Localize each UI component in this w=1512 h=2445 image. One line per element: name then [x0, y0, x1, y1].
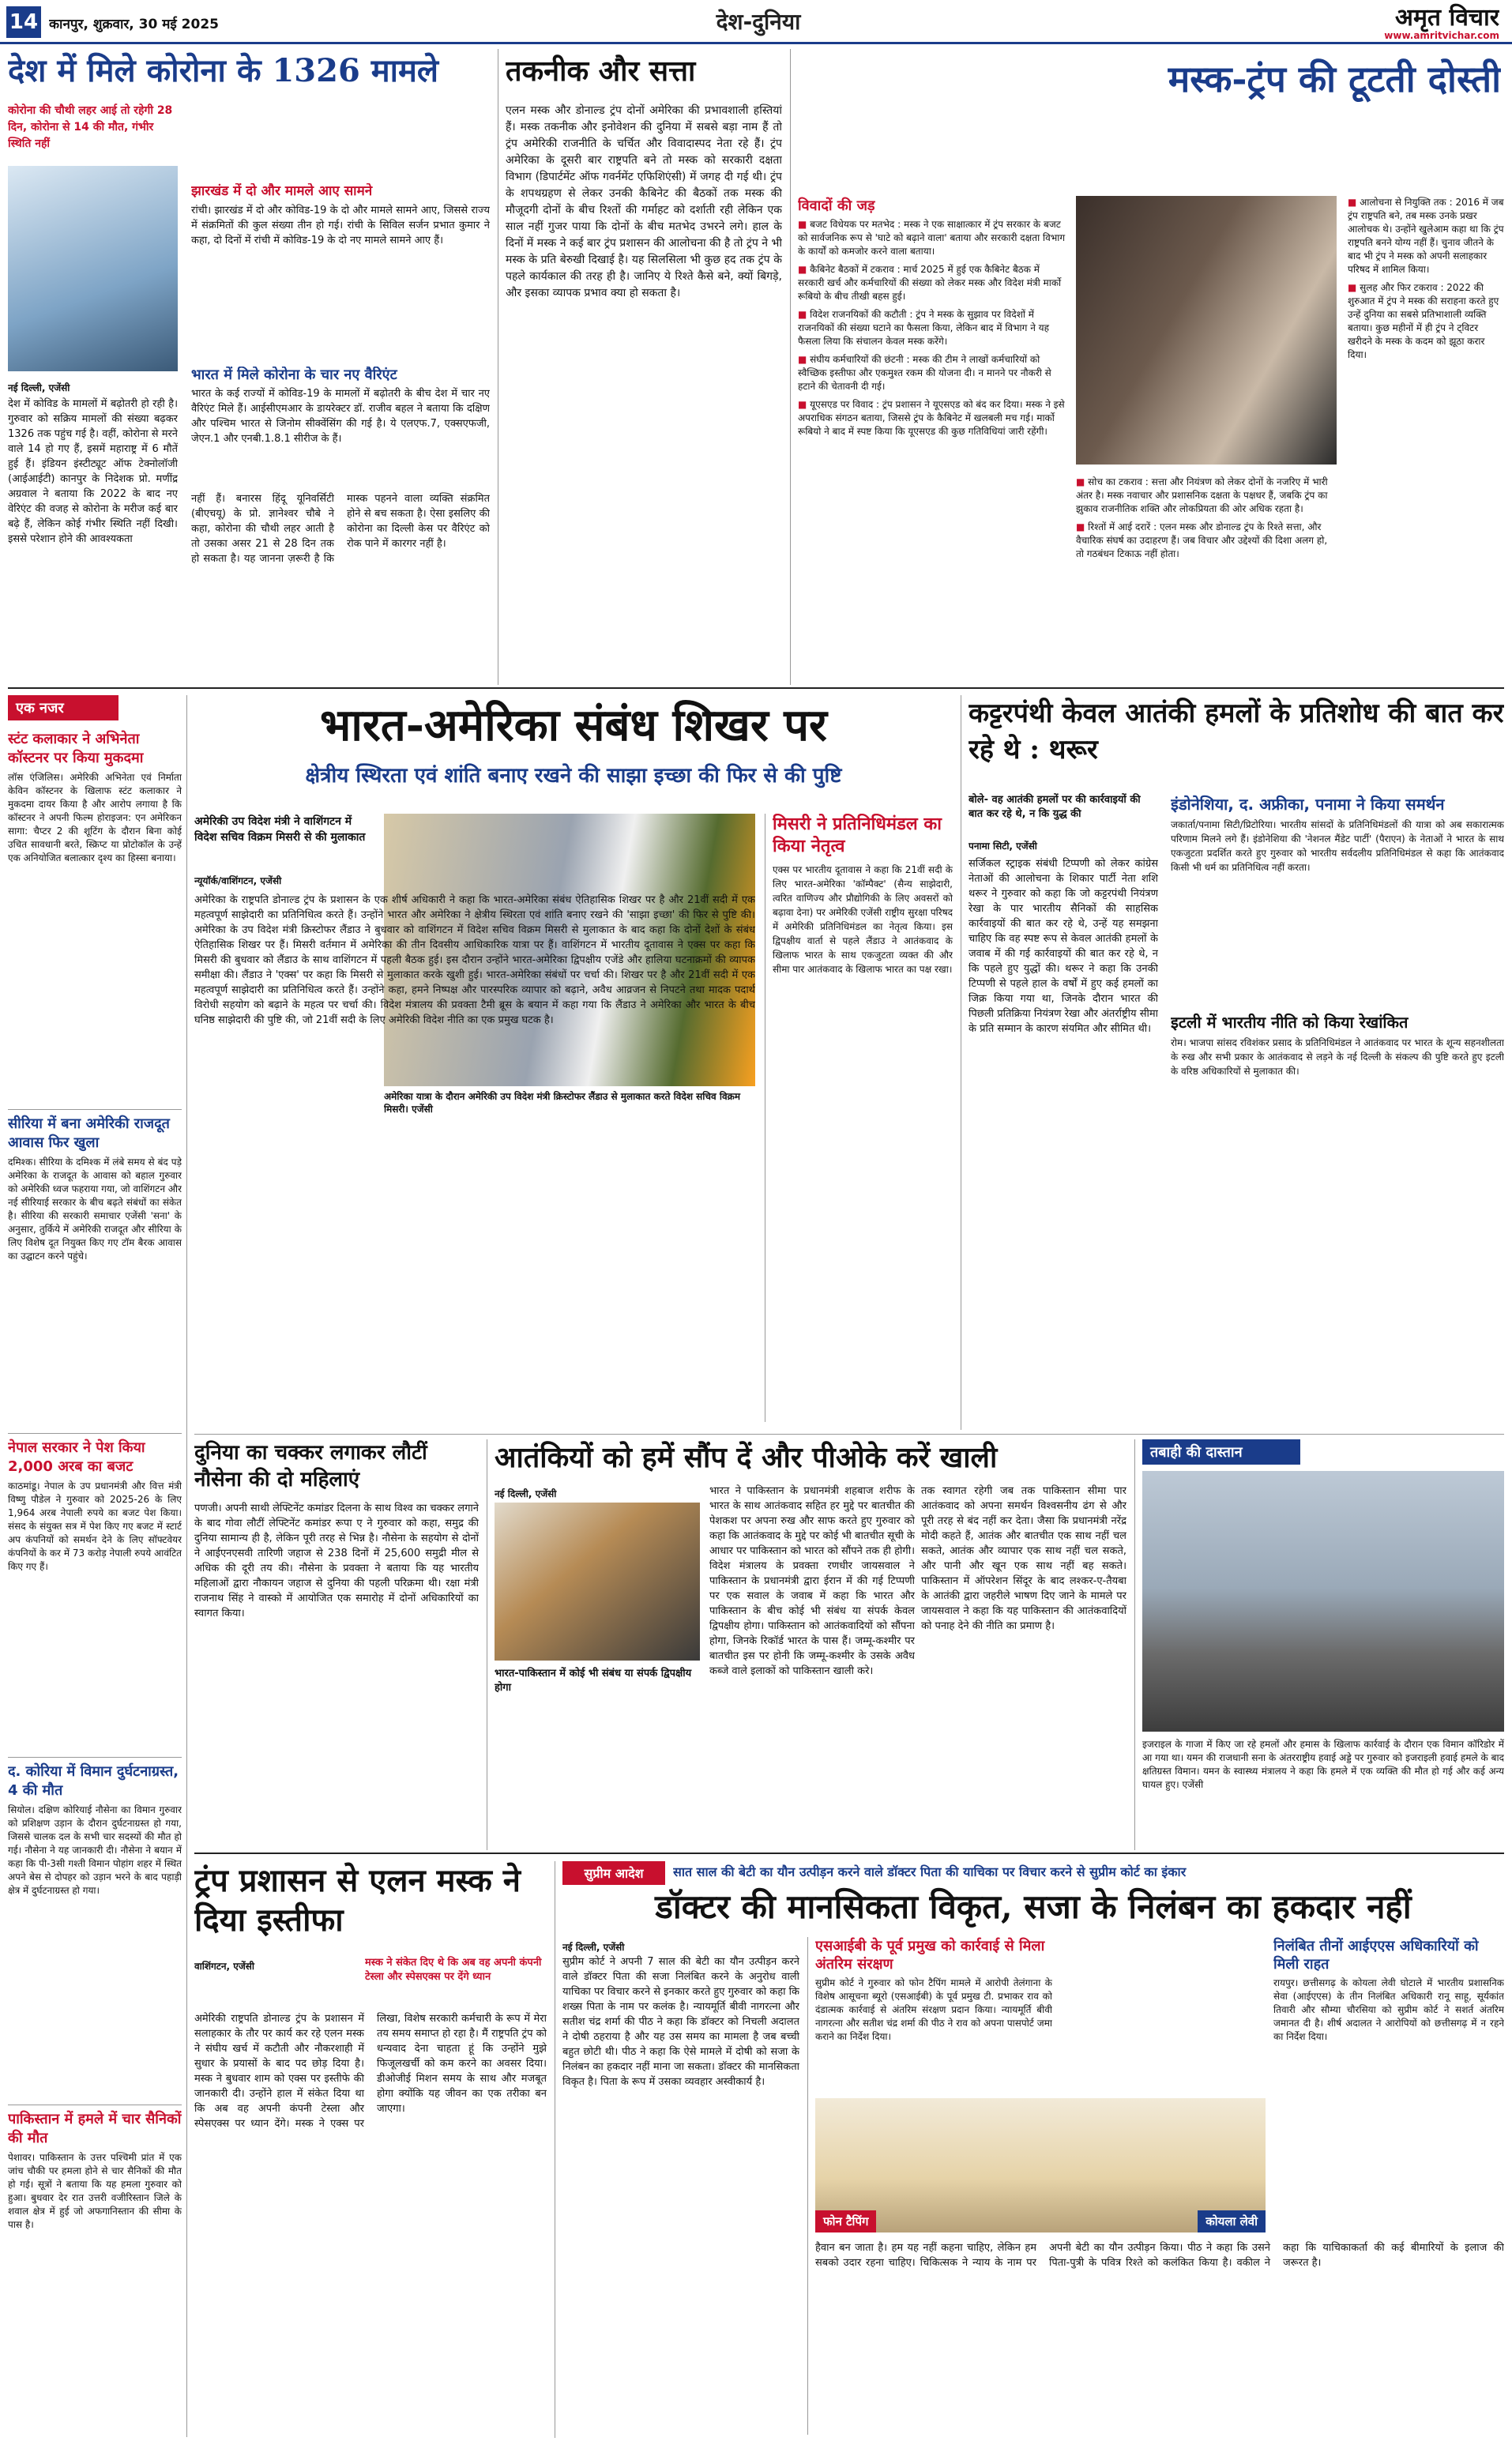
supreme-body: सुप्रीम कोर्ट ने अपनी 7 साल की बेटी का यौन उत्पीड़न करने वाले डॉक्टर पिता की सजा निलंबित करने के अनुरोध वाली याचिका पर विचार करने से इनकार करते हुए गुरुवार को कहा कि शख्स पिता के नाम पर कलंक है। न्यायमूर्ति बीवी नागरत्ना और सतीश चंद्र शर्मा की पीठ ने कहा कि डॉक्टर को निचली अदालत ने दोषी ठहराया है और यह उस समय का मामला है जब बच्ची बहुत छोटी थी। पीठ ने कहा कि ऐसे मामले में दोषी को सजा के निलंबन का हकदार नहीं माना जा सकता। डॉक्टर की मानसिकता विकृत है। पिता के रूप में उसका व्यवहार अस्वीकार्य है।: [562, 1956, 799, 2088]
musk-resign-story: [194, 1861, 547, 2438]
musk-resign-body: अमेरिकी राष्ट्रपति डोनाल्ड ट्रंप के प्रशासन में सलाहकार के तौर पर कार्य कर रहे एलन मस्क ने संघीय खर्च में कटौती और नौकरशाही में सुधार के प्रयासों के बाद पद छोड़ दिया है। मस्क ने बुधवार शाम को एक्स पर इस्तीफे की जानकारी दी। उन्होंने हाल में संकेत दिया था कि अब वह अपनी कंपनी टेस्ला और स्पेसएक्स पर ध्यान देंगे। मस्क ने एक्स पर लिखा, विशेष सरकारी कर्मचारी के रूप में मेरा तय समय समाप्त हो रहा है। मैं राष्ट्रपति ट्रंप को धन्यवाद देना चाहता हूं कि उन्होंने मुझे फिजूलखर्ची को कम करने का अवसर दिया। डीओजीई मिशन समय के साथ और मजबूत होगा क्योंकि यह जीवन का एक तरीका बन जाएगा।: [194, 2013, 547, 2130]
photo-caption: अमेरिका यात्रा के दौरान अमेरिकी उप विदेश मंत्री क्रिस्टोफर लैंडाउ से मुलाकात करते विदेश सचिव विक्रम मिसरी। एजेंसी: [384, 1091, 741, 1115]
roots-point: ■ संघीय कर्मचारियों की छंटनी : मस्क की टीम ने लाखों कर्मचारियों को स्वैच्छिक इस्तीफा और एकमुश्त रकम की योजना दी। न मानने पर नौकरी से हटाने की चेतावनी दी गई।: [798, 353, 1066, 393]
masthead: [0, 0, 1512, 44]
sib-box: [815, 1937, 1052, 2095]
misri-body: एक्स पर भारतीय दूतावास ने कहा कि 21वीं सदी के लिए भारत-अमेरिका 'कॉम्पैक्ट' (सैन्य साझेदारी, त्वरित वाणिज्य और प्रौद्योगिकी के लिए अवसरों को बढ़ावा देना) पर अमेरिकी एजेंसी राष्ट्रीय सुरक्षा परिषद में अमेरिकी प्रतिनिधिमंडल का नेतृत्व किया। इस द्विपक्षीय वार्ता से पहले लैंडाउ ने आतंकवाद के खिलाफ भारत के साथ एकजुटता व्यक्त की और सीमा पार आतंकवाद के खिलाफ भारत का पक्ष रखा।: [773, 864, 953, 975]
corona-dateline: नई दिल्ली, एजेंसी: [8, 382, 70, 393]
supreme-court-photo: [815, 2098, 1266, 2232]
pok-body-continued: तक स्वागत रहेगी जब तक पाकिस्तान सीमा पार आतंकवाद को अपना समर्थन विश्वसनीय ढंग से और पूरी तरह से बंद नहीं कर देता। जैसा कि प्रधानमंत्री नरेंद्र मोदी कहते हैं, आतंक और बातचीत एक साथ नहीं चल सकते, आतंक और व्यापार एक साथ नहीं चल सकते, और पानी और खून एक साथ नहीं बह सकते। पाकिस्तान में ऑपरेशन सिंदूर के बाद लश्कर-ए-तैयबा के आतंकी द्वारा जहरीले भाषण दिए जाने के मामले पर जायसवाल ने कहा कि यह पाकिस्तान की आतंकवादियों को पनाह देने की नीति का प्रमाण है।: [921, 1485, 1126, 1632]
covid-vaccine-photo: [8, 166, 178, 371]
sidebar-item-title: नेपाल सरकार ने पेश किया 2,000 अरब का बजट: [8, 1439, 145, 1475]
variant-body: भारत के कई राज्यों में कोविड-19 के मामलों में बढ़ोतरी के बीच देश में चार नए वैरिएंट मिले हैं। आईसीएमआर के डायरेक्टर डॉ. राजीव बहल ने बताया कि दक्षिण और पश्चिम भारत से जिनोम सीक्वेंसिंग की गई है। ये एलएफ.7, एक्सएफजी, जेएन.1 और एनबी.1.8.1 सीरीज के हैं।: [191, 388, 490, 445]
corona-body: देश में कोविड के मामलों में बढ़ोतरी हो रही है। गुरुवार को सक्रिय मामलों की संख्या बढ़कर 1326 तक पहुंच गई है। वहीं, कोरोना से मरने वाले 14 हो गए हैं, इसमें महाराष्ट्र में 6 मौतें हुई हैं। इंडियन इंस्टीट्यूट ऑफ टेक्नोलॉजी (आईआईटी) कानपुर के निदेशक प्रो. मणींद्र अग्रवाल ने बताया कि 2022 के बाद नए वेरिएंट की वजह से कोरोना के मरीज कई बार बढ़े हैं, लेकिन कोई गंभीर स्थिति नहीं दिखी। इससे परेशान होने की आवश्यकता: [8, 398, 178, 545]
pok-story: [495, 1439, 1126, 1850]
disaster-caption: इजराइल के गाजा में किए जा रहे हमलों और हमास के खिलाफ कार्रवाई के दौरान एक विमान कॉरिडोर में आ गया था। यमन की राजधानी सना के अंतरराष्ट्रीय हवाई अड्डे पर गुरुवार को इजराइली हवाई हमले के बाद क्षतिग्रस्त विमान। यमन के स्वास्थ्य मंत्रालय ने कहा कि हमले में एक व्यक्ति की मौत हो गई और कई अन्य घायल हुए। एजेंसी: [1142, 1739, 1504, 1790]
supreme-body-continued: हैवान बन जाता है। हम यह नहीं कहना चाहिए, लेकिन हम सबको उदार रहना चाहिए। चिकित्सक ने न्याय के नाम पर अपनी बेटी का यौन उत्पीड़न किया। पीठ ने कहा कि उसने पिता-पुत्री के पवित्र रिश्ते को कलंकित किया है। वकील ने कहा कि याचिकाकर्ता की कई बीमारियों के इलाज की जरूरत है।: [815, 2242, 1504, 2269]
side-points: [1076, 476, 1337, 681]
musk-headline: मस्क-ट्रंप की टूटती दोस्ती: [1168, 58, 1501, 100]
sidebar-item: [8, 730, 182, 1101]
damaged-plane-photo: [1142, 1471, 1504, 1732]
ias-title: निलंबित तीनों आईएएस अधिकारियों को मिली राहत: [1273, 1938, 1479, 1973]
roots-point: ■ विदेश राजनयिकों की कटौती : ट्रंप ने मस्क के सुझाव पर विदेशों में राजनयिकों की संख्या घटाने का फैसला किया, लेकिन बाद में विभाग ने यह फैसला लिया कि संचालन केवल मस्क करेंगे।: [798, 308, 1066, 348]
jharkhand-title: झारखंड में दो और मामले आए सामने: [191, 183, 373, 199]
website[interactable]: www.amritvichar.com: [1384, 30, 1499, 41]
page-number: 14: [6, 6, 41, 38]
indonesia-body: जकार्ता/पनामा सिटी/प्रिटोरिया। भारतीय सांसदों के प्रतिनिधिमंडलों की यात्रा को अब सकारात्मक परिणाम मिलने लगे हैं। इंडोनेशिया की 'नेशनल मैंडेट पार्टी' (पैराएन) के नेताओं ने भारत के साथ एकजुटता प्रदर्शित करते हुए गुरुवार को भारतीय सर्वदलीय प्रतिनिधिमंडल से कहा कि आतंकवाद किसी भी धर्म का प्रतिनिधित्व नहीं करता।: [1171, 819, 1504, 873]
tharoor-story: [969, 695, 1504, 1430]
jharkhand-body: रांची। झारखंड में दो और कोविड-19 के दो और मामले सामने आए, जिससे राज्य में संक्रमितों की कुल संख्या तीन हो गई। रांची के सिविल सर्जन प्रभात कुमार ने कहा, दो दिनों में रांची में कोविड-19 के दो नए मामले सामने आए हैं।: [191, 205, 490, 246]
side-point: ■ सोच का टकराव : सत्ता और नियंत्रण को लेकर दोनों के नजरिए में भारी अंतर है। मस्क नवाचार और प्रशासनिक दक्षता के पक्षधर हैं, जबकि ट्रंप का झुकाव राजनीतिक शक्ति और लोकप्रियता की ओर अधिक रहता है।: [1076, 476, 1337, 516]
sidebar-item-body: दमिश्क। सीरिया के दमिश्क में लंबे समय से बंद पड़े अमेरिका के राजदूत के आवास को बहाल गुरुवार को अमेरिकी ध्वज फहराया गया, जो वाशिंगटन और नई सीरियाई सरकार के बीच बढ़ते संबंधों का संकेत है। सीरिया की सरकारी समाचार एजेंसी 'सना' के अनुसार, तुर्किये में अमेरिकी राजदूत और सीरिया के लिए विशेष दूत नियुक्त किए गए टॉम बैरक आवास का उद्घाटन करने पहुंचे।: [8, 1157, 182, 1262]
sidebar-item-title: पाकिस्तान में हमले में चार सैनिकों की मौत: [8, 2111, 182, 2146]
sidebar-item-body: सियोल। दक्षिण कोरियाई नौसेना का विमान गुरुवार को प्रशिक्षण उड़ान के दौरान दुर्घटनाग्रस्त हो गया, जिससे चालक दल के सभी चार सदस्यों की मौत हो गई। नौसेना ने यह जानकारी दी। नौसेना ने बयान में कहा कि पी-3सी गश्ती विमान पोहांग शहर में स्थित अपने बेस से दोपहर को उड़ान भरने के बाद पहाड़ी क्षेत्र में दुर्घटनाग्रस्त हो गया।: [8, 1804, 182, 1896]
roots-title: विवादों की जड़: [798, 197, 875, 214]
right-point: ■ सुलह और फिर टकराव : 2022 की शुरुआत में ट्रंप ने मस्क की सराहना करते हुए उन्हें दुनिया का सबसे प्रतिभाशाली व्यक्ति बताया। कुछ महीनों में ही ट्रंप ने ट्विटर खरीदने के मस्क के कदम को झूठा करार दिया।: [1348, 281, 1504, 362]
italy-box: [1171, 1011, 1504, 1422]
roots-point: ■ कैबिनेट बैठकों में टकराव : मार्च 2025 में हुई एक कैबिनेट बैठक में सरकारी खर्च और कर्मचारियों की संख्या को लेकर मस्क और विदेश मंत्री मार्को रूबियो के बीच तीखी बहस हुई।: [798, 263, 1066, 303]
right-points: [1348, 196, 1504, 678]
musk-resign-bullet: मस्क ने संकेत दिए थे कि अब वह अपनी कंपनी टेस्ला और स्पेसएक्स पर देंगे ध्यान: [365, 1957, 542, 1983]
disaster-kicker: तबाही की दास्तान: [1142, 1439, 1300, 1465]
sidebar-item-title: सीरिया में बना अमेरिकी राजदूत आवास फिर खुला: [8, 1115, 170, 1151]
roots-point: ■ बजट विधेयक पर मतभेद : मस्क ने एक साक्षात्कार में ट्रंप सरकार के बजट को सार्वजनिक रूप से 'घाटे को बढ़ाने वाला' बताया और सरकारी दक्षता विभाग के कार्यों को कमजोर करने वाला बताया।: [798, 218, 1066, 258]
masthead-dateline: कानपुर, शुक्रवार, 30 मई 2025: [49, 17, 220, 32]
section-title: देश-दुनिया: [716, 9, 801, 35]
tharoor-bullet: बोले- वह आतंकी हमलों पर की कार्रवाइयों की बात कर रहे थे, न कि युद्ध की: [969, 794, 1141, 820]
sib-body: सुप्रीम कोर्ट ने गुरुवार को फोन टैपिंग मामले में आरोपी तेलंगाना के विशेष आसूचना ब्यूरो (एसआईबी) के पूर्व प्रमुख टी. प्रभाकर राव को दंडात्मक कार्रवाई से अंतरिम संरक्षण प्रदान किया। न्यायमूर्ति बीवी नागरत्ना और सतीश चंद्र शर्मा की पीठ ने राव को अपना पासपोर्ट जमा कराने का निर्देश दिया।: [815, 1977, 1052, 2042]
navy-headline: दुनिया का चक्कर लगाकर लौटीं नौसेना की दो महिलाएं: [194, 1441, 427, 1491]
supreme-kicker: सुप्रीम आदेश: [562, 1861, 665, 1885]
tech-body: एलन मस्क और डोनाल्ड ट्रंप दोनों अमेरिका की प्रभावशाली हस्तियां हैं। मस्क तकनीक और इनोवेशन की दुनिया में सबसे बड़ा नाम हैं तो ट्रंप अमेरिकी राजनीति के चर्चित और विवादास्पद नेता रहे हैं। ट्रंप अमेरिका के दूसरी बार राष्ट्रपति बने तो मस्क को सरकारी दक्षता विभाग (डिपार्टमेंट ऑफ गवर्नमेंट एफिशिएंसी) में जगह दी गई थी। ट्रंप के शपथग्रहण से लेकर उनकी कैबिनेट की बैठकों तक मस्क की मौजूदगी दोनों के बीच रिश्तों की गर्माहट को दर्शाती रही लेकिन एक साल नहीं गुजर पाया कि दोनों के बीच मतभेद उभरने लगे। हाल के दिनों में मस्क ने कई बार ट्रंप प्रशासन की आलोचना की है तो ट्रंप ने भी मस्क के प्रति बेरुखी दिखाई है। यह सिलसिला भी कुछ हद तक ट्रंप के पहले कार्यकाल की तरह ही है। जानिए ये रिश्ते कैसे बने, क्यों बिगड़े, और इसका व्यापक प्रभाव क्या हो सकता है।: [506, 104, 782, 299]
misri-title: मिसरी ने प्रतिनिधिमंडल का किया नेतृत्व: [773, 814, 942, 856]
tech-headline: तकनीक और सत्ता: [506, 55, 696, 88]
pok-dateline: नई दिल्ली, एजेंसी: [495, 1488, 557, 1499]
navy-body: पणजी। अपनी साथी लेफ्टिनेंट कमांडर दिलना के साथ विश्व का चक्कर लगाने के बाद गोवा लौटीं लेफ्टिनेंट कमांडर रूपा ए ने गुरुवार को कहा, समुद्र की दुनिया सामान्य ही है, लेकिन पूरी तरह से भिन्न है। नौसेना के सहयोग से दोनों ने आईएनएसवी तारिणी जहाज से 238 दिनों में 25,600 समुद्री मील से अधिक की दूरी तय की। नौसेना के प्रवक्ता ने बताया कि यह भारतीय महिलाओं द्वारा नौकायन जहाज से दुनिया की पहली परिक्रमा थी। रक्षा मंत्री राजनाथ सिंह ने वास्को में आयोजित एक समारोह में दोनों अधिकारियों का स्वागत किया।: [194, 1503, 479, 1619]
india-us-headline: भारत-अमेरिका संबंध शिखर पर: [320, 699, 827, 751]
roots-point: ■ यूएसएड पर विवाद : ट्रंप प्रशासन ने यूएसएड को बंद कर दिया। मस्क ने इसे अपराधिक संगठन बताया, जिससे ट्रंप के कैबिनेट में खलबली मच गई। मार्को रूबियो ने बाद में स्पष्ट किया कि यूएसएड की कुछ गतिविधियां जारी रहेंगी।: [798, 398, 1066, 438]
sidebar-ek-nazar: [8, 695, 182, 2437]
indonesia-title: इंडोनेशिया, द. अफ्रीका, पनामा ने किया समर्थन: [1171, 795, 1445, 814]
right-point: ■ आलोचना से नियुक्ति तक : 2016 में जब ट्रंप राष्ट्रपति बने, तब मस्क उनके प्रखर आलोचक थे। उन्होंने खुलेआम कहा था कि ट्रंप राष्ट्रपति बनने योग्य नहीं हैं। चुनाव जीतने के बाद भी ट्रंप ने मस्क को अपनी सलाहकार परिषद में शामिल किया।: [1348, 196, 1504, 276]
supreme-dateline: नई दिल्ली, एजेंसी: [562, 1942, 625, 1953]
tharoor-body: सर्जिकल स्ट्राइक संबंधी टिप्पणी को लेकर कांग्रेस नेताओं की आलोचना के शिकार पार्टी नेता शशि थरूर ने गुरुवार को कहा कि जो कट्टरपंथी नियंत्रण रेखा के पार भारतीय सैनिकों की साहसिक कार्रवाइयों की बात कर रहे थे, उन्हें यह समझना चाहिए कि वह स्पष्ट रूप से केवल आतंकी हमलों के जवाब में की गई कार्रवाइयों की बात कर रहे थे, न कि पहले हुए युद्धों की। थरूर ने कहा कि उनकी टिप्पणी से पहले हाल के वर्षों में हुए कई हमलों का जिक्र किया गया था, जिनके दौरान भारत की पिछली प्रतिक्रिया नियंत्रण रेखा और अंतर्राष्ट्रीय सीमा के प्रति सम्मान के कारण संयमित और सीमित थी।: [969, 858, 1158, 1035]
india-us-bullet: अमेरिकी उप विदेश मंत्री ने वाशिंगटन में विदेश सचिव विक्रम मिसरी से की मुलाकात: [194, 815, 366, 844]
navy-story: [194, 1439, 479, 1850]
italy-title: इटली में भारतीय नीति को किया रेखांकित: [1171, 1013, 1409, 1032]
jharkhand-box: [191, 183, 490, 365]
india-us-story: [194, 695, 953, 1430]
sidebar-item: [8, 1109, 182, 1425]
misri-box: [773, 814, 953, 1422]
side-point: ■ रिश्तों में आई दरारें : एलन मस्क और डोनाल्ड ट्रंप के रिश्ते सत्ता, और वैचारिक संघर्ष का उदाहरण हैं। जब विचार और उद्देश्यों की दिशा अलग हो, तो गठबंधन टिकाऊ नहीं होता।: [1076, 521, 1337, 561]
variant-box: [191, 367, 490, 493]
supreme-headline: डॉक्टर की मानसिकता विकृत, सजा के निलंबन का हकदार नहीं: [655, 1887, 1412, 1926]
pok-body: भारत ने पाकिस्तान के प्रधानमंत्री शहबाज शरीफ के भारत के साथ आतंकवाद सहित हर मुद्दे पर बातचीत की पेशकश पर अपना रुख और साफ करते हुए गुरुवार को कहा कि आतंकवाद के मुद्दे पर कोई भी बातचीत सूची के आधार पर पाकिस्तान को भारत को सौंपने तक ही होगी। विदेश मंत्रालय के प्रवक्ता रणधीर जायसवाल ने पाकिस्तान के प्रधानमंत्री द्वारा ईरान में की गई टिप्पणी पर एक सवाल के जवाब में कहा कि भारत और पाकिस्तान के बीच कोई भी संबंध या संपर्क केवल द्विपक्षीय होगा। पाकिस्तान को आतंकवादियों को सौंपना होगा, जिनके रिकॉर्ड भारत के पास हैं। जम्मू-कश्मीर पर बातचीत इस पर होनी कि जम्मू-कश्मीर के उसके अवैध कब्जे वाले इलाकों को पाकिस्तान खाली करे।: [709, 1485, 915, 1677]
corona-headline: देश में मिले कोरोना के 1326 मामले: [8, 52, 439, 89]
sidebar-item: [8, 2105, 182, 2436]
supreme-strap: सात साल की बेटी का यौन उत्पीड़न करने वाले डॉक्टर पिता की याचिका पर विचार करने से सुप्रीम कोर्ट का इंकार: [673, 1864, 1187, 1879]
jaiswal-photo: [495, 1503, 700, 1661]
ias-box: [1273, 1937, 1504, 2237]
italy-body: रोम। भाजपा सांसद रविशंकर प्रसाद के प्रतिनिधिमंडल ने आतंकवाद पर भारत के शून्य सहनशीलता के रुख और सभी प्रकार के आतंकवाद से लड़ने के नई दिल्ली के संकल्प की पुष्टि करते हुए इटली के वरिष्ठ अधिकारियों से मुलाकात की।: [1171, 1037, 1504, 1077]
sib-title: एसआईबी के पूर्व प्रमुख को कार्रवाई से मिला अंतरिम संरक्षण: [815, 1938, 1045, 1973]
phone-tapping-label: फोन टैपिंग: [815, 2210, 876, 2232]
musk-trump-photo: [1076, 196, 1337, 465]
sidebar-item-body: पेशावर। पाकिस्तान के उत्तर पश्चिमी प्रांत में एक जांच चौकी पर हमला होने से चार सैनिकों की मौत हो गई। सूत्रों ने बताया कि यह हमला गुरुवार को हुआ। बुधवार देर रात उत्तरी वजीरिस्तान जिले के शवाल क्षेत्र में हुई जो अफगानिस्तान की सीमा के पास है।: [8, 2152, 182, 2230]
corona-summary: कोरोना की चौथी लहर आई तो रहेगी 28 दिन, कोरोना से 14 की मौत, गंभीर स्थिति नहीं: [8, 104, 173, 150]
sidebar-item-title: स्टंट कलाकार ने अभिनेता कॉस्टनर पर किया मुकदमा: [8, 731, 144, 766]
supreme-story: [562, 1861, 1504, 2438]
sidebar-item-title: द. कोरिया में विमान दुर्घटनाग्रस्त, 4 की मौत: [8, 1763, 179, 1799]
brand-logo: अमृत विचार: [1395, 4, 1499, 32]
variant-title: भारत में मिले कोरोना के चार नए वैरिएंट: [191, 367, 397, 383]
india-us-body: अमेरिका के राष्ट्रपति डोनाल्ड ट्रंप के प्रशासन के एक शीर्ष अधिकारी ने कहा कि भारत-अमेरिका संबंध ऐतिहासिक शिखर पर है और 21वीं सदी में एक महत्वपूर्ण साझेदारी का प्रतिनिधित्व करते हैं। उन्होंने भारत और अमेरिका ने क्षेत्रीय स्थिरता एवं शांति बनाए रखने की 'साझा इच्छा' की फिर से पुष्टि की। अमेरिका के उप विदेश मंत्री क्रिस्टोफर लैंडाउ ने बुधवार को वाशिंगटन में विदेश सचिव विक्रम मिसरी से मुलाकात के बाद कहा कि दोनों देशों के संबंध ऐतिहासिक शिखर पर हैं। मिसरी वर्तमान में अमेरिका की तीन दिवसीय आधिकारिक यात्रा पर हैं। वाशिंगटन में भारतीय दूतावास ने एक्स पर कहा कि मिसरी की बुधवार को लैंडाउ के साथ वाशिंगटन में पहली बैठक हुई। इस दौरान उन्होंने भारत-अमेरिका द्विपक्षीय एजेंडे और हालिया घटनाक्रमों की व्यापक समीक्षा की। लैंडाउ ने 'एक्स' पर कहा कि मिसरी से मुलाकात करके खुशी हुई। भारत-अमेरिका संबंधों पर चर्चा की। शिखर पर है और 21वीं सदी में एक महत्वपूर्ण साझेदारी का प्रतिनिधित्व करते हैं। उन्होंने कहा, हमने निष्पक्ष और पारस्परिक व्यापार को बढ़ाने, अवैध आव्रजन से निपटने तथा मादक पदार्थ विरोधी सहयोग को बढ़ाने के महत्व पर चर्चा की। विदेश मंत्रालय की प्रवक्ता टैमी ब्रूस के बयान में कहा गया कि लैंडाउ ने अमेरिका और भारत के बीच घनिष्ठ साझेदारी की पुष्टि की, जो 21वीं सदी के लिए अमेरिकी विदेश नीति का एक प्रमुख घटक है।: [194, 894, 755, 1026]
sidebar-kicker: एक नजर: [8, 695, 118, 720]
tech-story: [506, 49, 782, 685]
sidebar-item-body: काठमांडू। नेपाल के उप प्रधानमंत्री और वित्त मंत्री विष्णु पौडेल ने गुरुवार को 2025-26 के लिए 1,964 अरब नेपाली रुपये का बजट पेश किया। संसद के संयुक्त सत्र में पेश किए गए बजट में स्टार्ट अप कंपनियों को समर्थन देने के लिए सॉफ्टवेयर कंपनियों के कर में 73 करोड़ नेपाली रुपये आवंटित किए गए हैं।: [8, 1480, 182, 1572]
musk-resign-dateline: वाशिंगटन, एजेंसी: [194, 1961, 255, 1972]
coal-levy-label: कोयला लेवी: [1198, 2210, 1266, 2232]
sidebar-item-body: लॉस एंजिलिस। अमेरिकी अभिनेता एवं निर्माता केविन कॉस्टनर के खिलाफ स्टंट कलाकार ने मुकदमा दायर किया है और आरोप लगाया है कि कॉस्टनर ने अपनी फिल्म होराइजन: एन अमेरिकन सागा: चैप्टर 2 की शूटिंग के दौरान बिना कोई उचित सावधानी बरते, स्क्रिप्ट या प्रोटोकॉल के उन्हें एक अनियोजित बलात्कार दृश्य का हिस्सा बनाया।: [8, 772, 182, 863]
musk-trump-story: [798, 49, 1504, 685]
corona-story: [8, 49, 490, 685]
pok-photo-caption: भारत-पाकिस्तान में कोई भी संबंध या संपर्क द्विपक्षीय होगा: [495, 1668, 692, 1694]
corona-body-continued: नहीं हैं। बनारस हिंदू यूनिवर्सिटी (बीएचयू) के प्रो. ज्ञानेश्वर चौबे ने कहा, कोरोना की चौथी लहर आती है तो उसका असर 21 से 28 दिन तक हो सकता है। यह जानना ज़रूरी है कि मास्क पहनने वाला व्यक्ति संक्रमित होने से बच सकता है। ऐसा इसलिए की कोरोना का दिल्ली केस पर वैरिएंट को रोक पाने में कारगर नहीं है।: [191, 493, 490, 565]
indonesia-box: [1171, 793, 1504, 1006]
pok-headline: आतंकियों को हमें सौंप दें और पीओके करें खाली: [495, 1441, 998, 1474]
india-us-dateline: न्यूयॉर्क/वाशिंगटन, एजेंसी: [194, 875, 282, 886]
sidebar-item: [8, 1757, 182, 2097]
india-us-deck: क्षेत्रीय स्थिरता एवं शांति बनाए रखने की साझा इच्छा की फिर से की पुष्टि: [305, 764, 842, 788]
sidebar-item: [8, 1433, 182, 1749]
tharoor-headline: कट्टरपंथी केवल आतंकी हमलों के प्रतिशोध की बात कर रहे थे : थरूर: [969, 698, 1504, 765]
musk-resign-headline: ट्रंप प्रशासन से एलन मस्क ने दिया इस्तीफा: [194, 1862, 521, 1939]
tharoor-dateline: पनामा सिटी, एजेंसी: [969, 841, 1037, 852]
disaster-story: [1142, 1439, 1504, 1850]
ias-body: रायपुर। छत्तीसगढ़ के कोयला लेवी घोटाले में भारतीय प्रशासनिक सेवा (आईएएस) के तीन निलंबित अधिकारी रानू साहू, सूर्यकांत तिवारी और सौम्या चौरसिया को सुप्रीम कोर्ट ने सशर्त अंतरिम जमानत दी है। शीर्ष अदालत ने आरोपियों को छत्तीसगढ़ में न रहने का निर्देश दिया।: [1273, 1977, 1504, 2042]
roots-list: [798, 218, 1066, 684]
